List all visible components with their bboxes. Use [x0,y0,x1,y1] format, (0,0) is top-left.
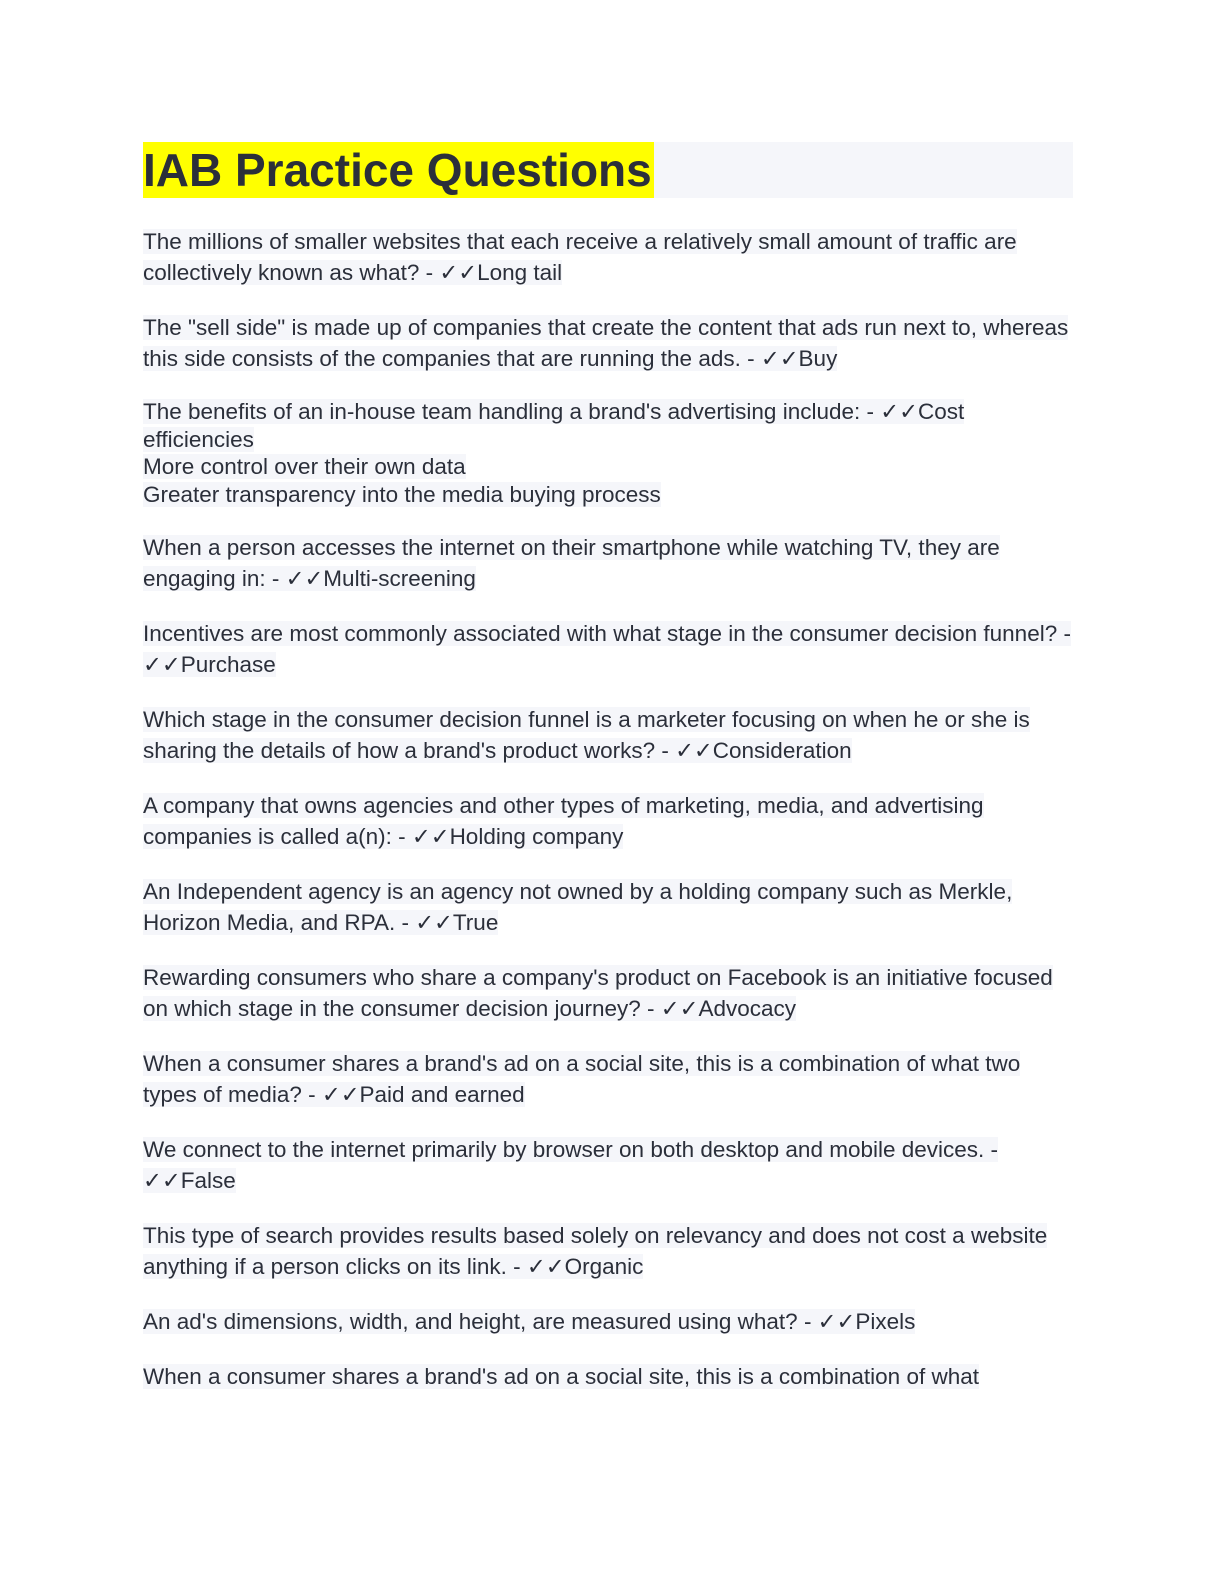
qa-item [143,962,1073,1024]
qa-text: The "sell side" is made up of companies that create the content that ads run next to, whereas this side consists of the companies that are running the ads. - ✓✓Buy [143,315,1069,371]
answer-line [143,481,1073,509]
answer-line [143,453,1073,481]
qa-text: The benefits of an in-house team handling a brand's advertising include: - ✓✓Cost efficiencies [143,399,965,452]
page-title: IAB Practice Questions [143,144,652,196]
qa-text: A company that owns agencies and other types of marketing, media, and advertising companies is called a(n): - ✓✓Holding company [143,793,984,849]
qa-item [143,704,1073,766]
qa-item [143,532,1073,594]
qa-item [143,1306,1073,1337]
qa-item [143,876,1073,938]
qa-text: An ad's dimensions, width, and height, are measured using what? - ✓✓Pixels [143,1309,916,1334]
answer-line-text: More control over their own data [143,454,466,479]
qa-item [143,226,1073,288]
qa-item [143,790,1073,852]
qa-item [143,1220,1073,1282]
qa-text: Rewarding consumers who share a company's product on Facebook is an initiative focused on which stage in the consumer decision journey? - ✓✓Advocacy [143,965,1053,1021]
qa-item [143,1361,1073,1392]
qa-item [143,1134,1073,1196]
qa-item [143,398,1073,508]
document-page [143,142,1073,1416]
qa-text: When a person accesses the internet on their smartphone while watching TV, they are engaging in: - ✓✓Multi-screening [143,535,1000,591]
qa-text: Incentives are most commonly associated with what stage in the consumer decision funnel? - ✓✓Purchase [143,621,1071,677]
qa-text: The millions of smaller websites that each receive a relatively small amount of traffic are collectively known as what? - ✓✓Long tail [143,229,1017,285]
qa-text: This type of search provides results based solely on relevancy and does not cost a website anything if a person clicks on its link. - ✓✓Organic [143,1223,1048,1279]
qa-text: An Independent agency is an agency not owned by a holding company such as Merkle, Horizon Media, and RPA. - ✓✓True [143,879,1013,935]
qa-text: We connect to the internet primarily by browser on both desktop and mobile devices. - ✓✓False [143,1137,999,1193]
qa-text: When a consumer shares a brand's ad on a social site, this is a combination of what [143,1364,979,1389]
answer-line-text: Greater transparency into the media buying process [143,481,661,507]
qa-item [143,1048,1073,1110]
qa-text: When a consumer shares a brand's ad on a social site, this is a combination of what two types of media? - ✓✓Paid and earned [143,1051,1021,1107]
title-row [143,142,1073,198]
qa-text: Which stage in the consumer decision funnel is a marketer focusing on when he or she is sharing the details of how a brand's product works? - ✓✓Consideration [143,707,1030,763]
qa-item [143,618,1073,680]
qa-item [143,312,1073,374]
